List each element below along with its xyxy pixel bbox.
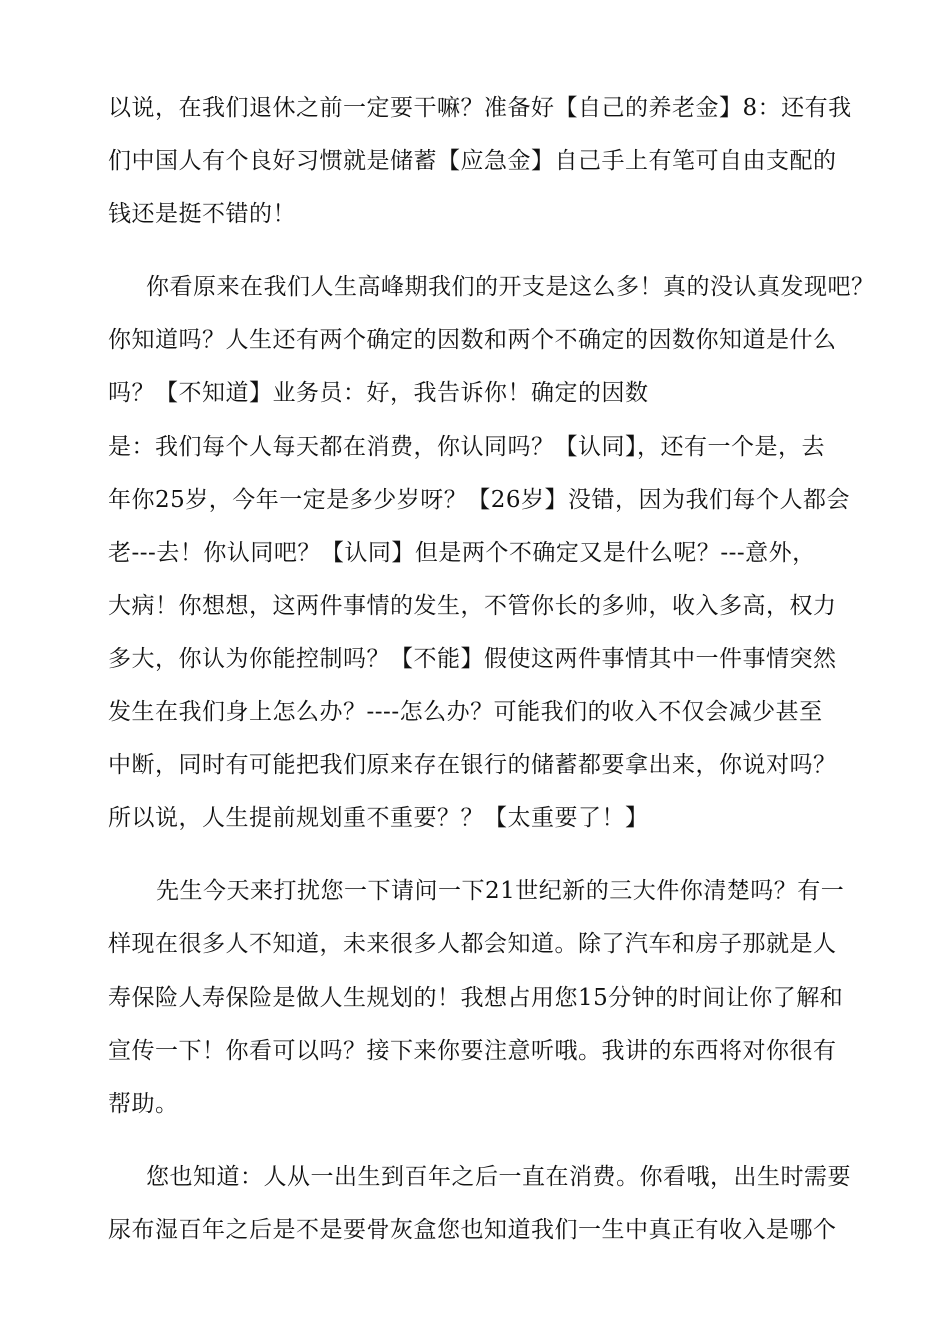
paragraph-2-line-11: 所以说，人生提前规划重不重要？？【太重要了！】 xyxy=(108,805,649,831)
paragraph-2-line-8: 多大，你认为你能控制吗？【不能】假使这两件事情其中一件事情突然 xyxy=(108,646,837,672)
paragraph-2-line-3: 吗？【不知道】业务员：好，我告诉你！确定的因数 xyxy=(108,380,649,406)
paragraph-2-line-5: 年你25岁，今年一定是多少岁呀？【26岁】没错，因为我们每个人都会 xyxy=(108,487,851,513)
paragraph-2-line-1: 你看原来在我们人生高峰期我们的开支是这么多！真的没认真发现吧？ xyxy=(146,274,875,300)
paragraph-2-line-9: 发生在我们身上怎么办？----怎么办？可能我们的收入不仅会减少甚至 xyxy=(108,699,823,725)
paragraph-2-line-10: 中断，同时有可能把我们原来存在银行的储蓄都要拿出来，你说对吗？ xyxy=(108,752,837,778)
paragraph-1-line-2: 们中国人有个良好习惯就是储蓄【应急金】自己手上有笔可自由支配的 xyxy=(108,148,837,174)
paragraph-4-line-1: 您也知道：人从一出生到百年之后一直在消费。你看哦，出生时需要 xyxy=(146,1164,851,1190)
paragraph-3-line-5: 帮助。 xyxy=(108,1091,179,1117)
paragraph-3-line-2: 样现在很多人不知道，未来很多人都会知道。除了汽车和房子那就是人 xyxy=(108,931,837,957)
paragraph-2-line-2: 你知道吗？人生还有两个确定的因数和两个不确定的因数你知道是什么 xyxy=(108,327,837,353)
paragraph-2-line-4: 是：我们每个人每天都在消费，你认同吗？【认同】，还有一个是，去 xyxy=(108,434,825,460)
paragraph-2-line-7: 大病！你想想，这两件事情的发生，不管你长的多帅，收入多高，权力 xyxy=(108,593,837,619)
paragraph-1-line-1: 以说，在我们退休之前一定要干嘛？准备好【自己的养老金】8：还有我 xyxy=(108,95,852,121)
paragraph-4-line-2: 尿布湿百年之后是不是要骨灰盒您也知道我们一生中真正有收入是哪个 xyxy=(108,1217,837,1243)
paragraph-2-line-6: 老---去！你认同吧？【认同】但是两个不确定又是什么呢？---意外， xyxy=(108,540,816,566)
paragraph-3-line-3: 寿保险人寿保险是做人生规划的！我想占用您15分钟的时间让你了解和 xyxy=(108,985,844,1011)
paragraph-3-line-4: 宣传一下！你看可以吗？接下来你要注意听哦。我讲的东西将对你很有 xyxy=(108,1038,837,1064)
paragraph-1-line-3: 钱还是挺不错的！ xyxy=(108,201,296,227)
paragraph-3-line-1: 先生今天来打扰您一下请问一下21世纪新的三大件你清楚吗？有一 xyxy=(156,878,845,904)
